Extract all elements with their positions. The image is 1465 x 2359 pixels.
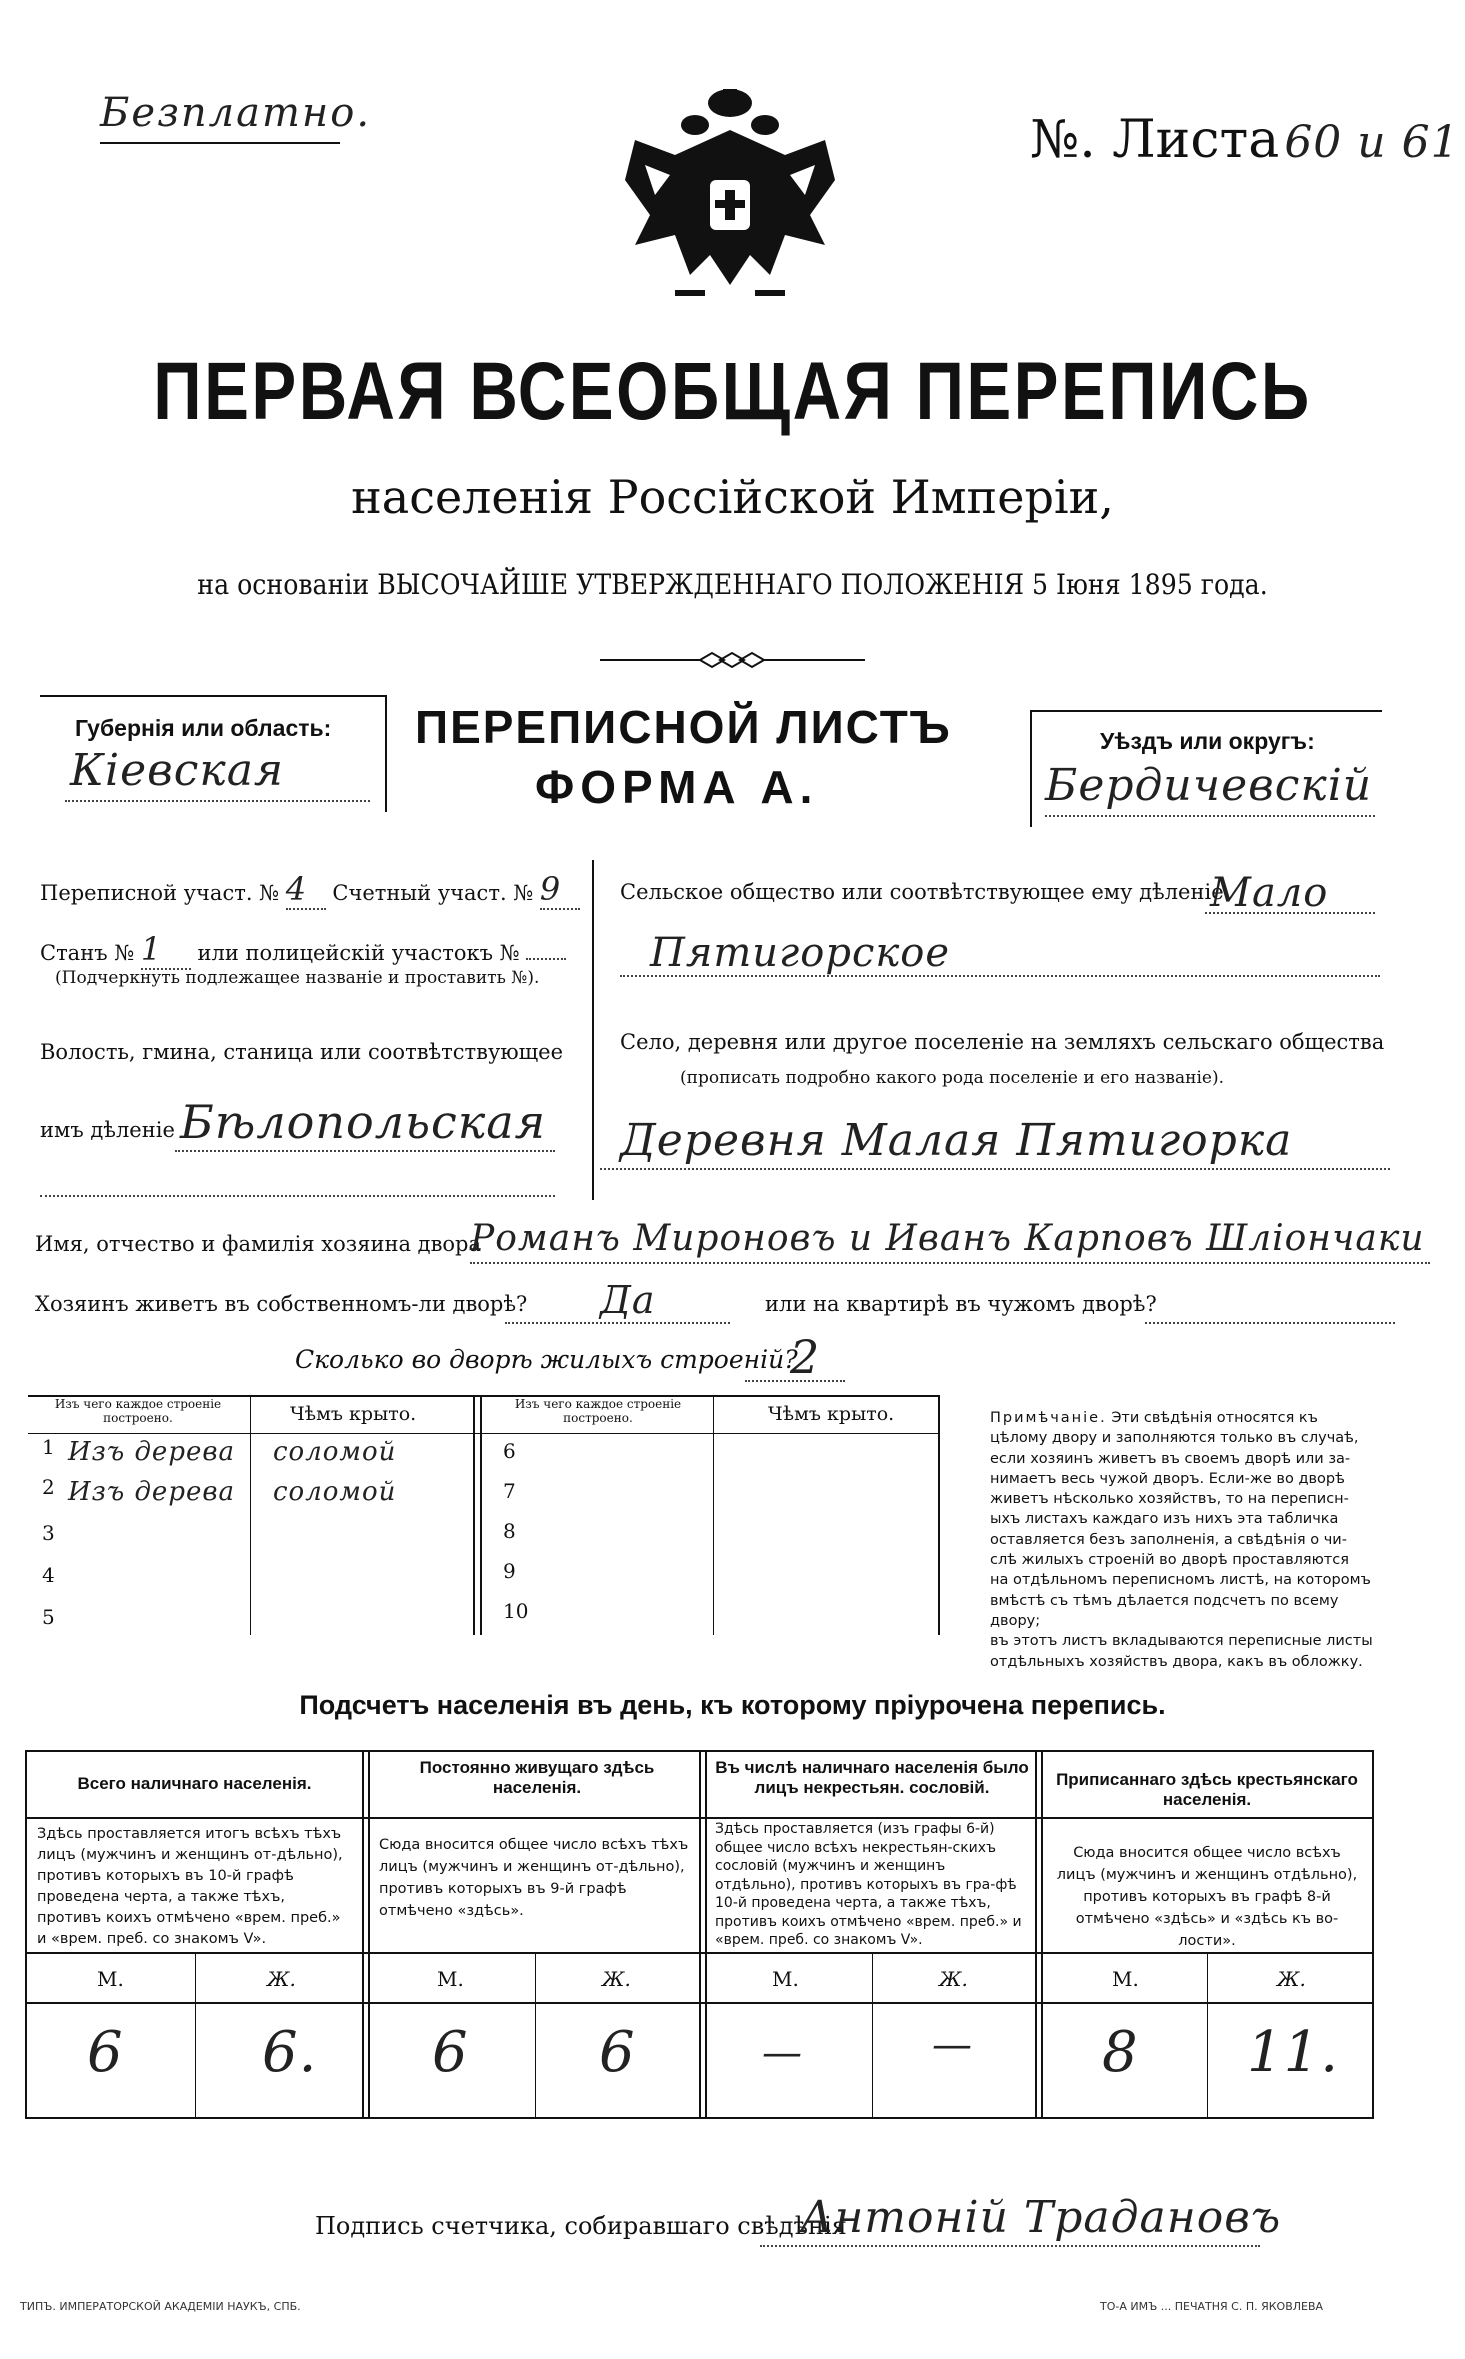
pop-col-sep-3	[1035, 1752, 1037, 2117]
pop-col-3-m-label: М.	[772, 1967, 799, 1991]
note-line: слѣ жилыхъ строеній во дворѣ проставляются	[990, 1552, 1349, 1569]
printer-left: ТИПЪ. ИМПЕРАТОРСКОЙ АКАДЕМІИ НАУКЪ, СПБ.	[20, 2300, 301, 2313]
volost-label-2: имъ дѣленіе	[40, 1118, 175, 1142]
pop-col-2-m-value: 6	[432, 2020, 469, 2085]
pop-col-1-m-value: 6	[87, 2020, 124, 2085]
row-number: 5	[42, 1605, 55, 1629]
volost-label: Волость, гмина, станица или соотвѣтствующее	[40, 1040, 564, 1064]
col-material-right: Изъ чего каждое строеніе построено.	[514, 1397, 682, 1425]
note-line: вмѣстѣ съ тѣмъ дѣлается подсчетъ по всему двору;	[990, 1592, 1339, 1629]
pop-mf-sep-4	[1207, 1952, 1208, 2117]
village-value: Деревня Малая Пятигорка	[620, 1115, 1293, 1166]
printer-right: ТО-А ИМЪ ... ПЕЧАТНЯ С. П. ЯКОВЛЕВА	[1100, 2300, 1324, 2313]
society-underline-1	[1205, 912, 1375, 914]
pop-col-1-f-value: 6.	[262, 2020, 318, 2085]
pop-col-4-f-value: 11.	[1247, 2020, 1340, 2085]
gubernia-label: Губернія или область:	[75, 715, 332, 741]
own-yard-value: Да	[600, 1278, 656, 1322]
society-value-1: Мало	[1210, 870, 1329, 916]
pop-col-3-heading: Въ числѣ наличнаго населенія было лицъ некрестьян. сословій.	[715, 1758, 1029, 1797]
note-line: ыхъ листахъ каждаго изъ нихъ эта табличка	[990, 1511, 1339, 1528]
row-number: 9	[503, 1559, 516, 1583]
note-title: Примѣчаніе.	[990, 1410, 1107, 1426]
buildings-value: 2	[790, 1330, 821, 1384]
col-material-left: Изъ чего каждое строеніе построено.	[54, 1397, 222, 1425]
pop-col-3-desc: Здѣсь проставляется (изъ графы 6-й) общее число всѣхъ некрестьян-скихъ сословій (мужчинъ и женщинъ отдѣльно), противъ которыхъ въ гра-фѣ 10-й проведена черта, а также тѣхъ, противъ коихъ отмѣчено «врем. преб.» и «врем. преб. со знакомъ V».	[715, 1821, 1022, 1948]
pop-col-2-desc: Сюда вносится общее число всѣхъ тѣхъ лицъ (мужчинъ и женщинъ от-дѣльно), противъ которыхъ въ 9-й графѣ отмѣчено «здѣсь».	[379, 1837, 689, 1919]
row-number: 7	[503, 1479, 516, 1503]
signature-underline	[760, 2245, 1260, 2247]
stan-label: Станъ №	[40, 941, 135, 965]
free-label: Безплатно.	[100, 90, 372, 136]
buildings-underline	[745, 1380, 845, 1382]
owner-label: Имя, отчество и фамилія хозяина двора	[35, 1232, 482, 1256]
row-number: 8	[503, 1519, 516, 1543]
legal-basis: на основаніи ВЫСОЧАЙШЕ УТВЕРЖДЕННАГО ПОЛОЖЕНІЯ 5 Іюня 1895 года.	[197, 568, 1268, 601]
note-line: если хозяинъ живетъ въ своемъ дворѣ или за-	[990, 1450, 1351, 1467]
volost-underline	[175, 1150, 555, 1152]
owner-underline	[470, 1262, 1430, 1264]
row-number: 10	[503, 1599, 529, 1623]
pop-col-sep-2b	[705, 1752, 707, 2117]
pop-mf-sep-2	[535, 1952, 536, 2117]
row-number: 6	[503, 1439, 516, 1463]
row-material: Изъ дерева	[68, 1477, 235, 1507]
rented-label: или на квартирѣ въ чужомъ дворѣ?	[765, 1292, 1157, 1316]
ornament-divider-icon	[600, 650, 865, 670]
village-label: Село, деревня или другое поселеніе на земляхъ сельскаго общества	[620, 1030, 1385, 1054]
buildings-note	[990, 1408, 1380, 1672]
stan-field	[40, 930, 566, 970]
own-yard-underline	[505, 1322, 730, 1324]
uezd-label: Уѣздъ или округъ:	[1100, 728, 1315, 754]
buildings-label: Сколько во дворѣ жилыхъ строеній?	[295, 1345, 798, 1374]
table-row	[28, 1475, 473, 1515]
row-material: Изъ дерева	[68, 1437, 235, 1467]
note-line: Эти свѣдѣнія относятся къ	[1111, 1410, 1318, 1426]
pop-col-3-m-value: —	[762, 2030, 803, 2076]
pop-col-2-f-value: 6	[599, 2020, 636, 2085]
row-number: 1	[42, 1435, 55, 1459]
count-district-label: Счетный участ. №	[332, 881, 534, 905]
pop-col-2-f-label: Ж.	[602, 1967, 631, 1991]
col-roof-right: Чѣмъ крыто.	[768, 1403, 895, 1425]
pop-col-sep-1	[362, 1752, 364, 2117]
note-line: на отдѣльномъ переписномъ листѣ, на которомъ	[990, 1572, 1371, 1589]
sheet-number	[1030, 110, 1460, 170]
buildings-table-header-line	[28, 1433, 940, 1434]
table-row	[28, 1555, 473, 1595]
stan-value: 1	[141, 930, 191, 970]
table-row	[28, 1515, 473, 1555]
gubernia-underline	[65, 800, 370, 802]
police-value	[526, 958, 566, 960]
census-district-value: 4	[286, 870, 326, 910]
pop-col-4-m-value: 8	[1102, 2020, 1139, 2085]
census-district-label: Переписной участ. №	[40, 881, 280, 905]
form-title: ПЕРЕПИСНОЙ ЛИСТЪ	[415, 701, 952, 753]
note-line: живетъ нѣсколько хозяйствъ, то на переписн-	[990, 1491, 1349, 1508]
underline-note: (Подчеркнуть подлежащее названіе и проставить №).	[55, 968, 540, 988]
table-row	[28, 1435, 473, 1475]
pop-col-1-m-label: М.	[97, 1967, 124, 1991]
pop-col-3-f-value: —	[932, 2022, 973, 2068]
buildings-table	[28, 1395, 940, 1635]
sheet-number-value: 60 и 61	[1284, 117, 1460, 168]
pop-col-4-desc: Сюда вносится общее число всѣхъ лицъ (мужчинъ и женщинъ отдѣльно), противъ которыхъ въ графѣ 8-й отмѣчено «здѣсь» и «здѣсь къ во-лости».	[1056, 1845, 1358, 1949]
uezd-underline	[1045, 815, 1375, 817]
society-value-2: Пятигорское	[650, 930, 951, 976]
sheet-number-label: №. Листа	[1030, 110, 1280, 170]
row-number: 2	[42, 1475, 55, 1499]
pop-col-4-m-label: М.	[1112, 1967, 1139, 1991]
population-title: Подсчетъ населенія въ день, къ которому пріурочена перепись.	[299, 1690, 1166, 1720]
police-label: или полицейскій участокъ №	[197, 941, 520, 965]
pop-col-1-f-label: Ж.	[267, 1967, 296, 1991]
note-line: въ этотъ листъ вкладываются переписные листы	[990, 1633, 1373, 1650]
note-line: отдѣльныхъ хозяйствъ двора, какъ въ обложку.	[990, 1653, 1363, 1670]
pop-col-3-f-label: Ж.	[939, 1967, 968, 1991]
owner-value: Романъ Мироновъ и Иванъ Карповъ Шліончаки	[470, 1218, 1425, 1259]
pop-col-sep-2	[699, 1752, 701, 2117]
rented-underline	[1145, 1322, 1395, 1324]
page-subtitle: населенія Россійской Имперіи,	[351, 470, 1114, 524]
row-number: 3	[42, 1521, 55, 1545]
page-title: ПЕРВАЯ ВСЕОБЩАЯ ПЕРЕПИСЬ	[153, 346, 1312, 437]
note-line: нимаетъ весь чужой дворъ. Если-же во дворѣ	[990, 1470, 1345, 1487]
pop-col-4-f-label: Ж.	[1277, 1967, 1306, 1991]
form-subtitle: ФОРМА А.	[535, 761, 819, 813]
table-row	[28, 1595, 473, 1635]
village-note: (прописать подробно какого рода поселеніе и его названіе).	[680, 1068, 1224, 1088]
col-divider-mid-1	[473, 1395, 475, 1635]
pop-mf-sep-3	[872, 1952, 873, 2117]
volost-underline-2	[40, 1195, 555, 1197]
gubernia-value: Кіевская	[70, 745, 285, 796]
pop-col-1-heading: Всего наличнаго населенія.	[77, 1774, 312, 1793]
volost-value: Бѣлопольская	[180, 1095, 547, 1149]
free-label-underline	[100, 142, 340, 144]
pop-col-4-heading: Приписаннаго здѣсь крестьянскаго населенія.	[1056, 1770, 1358, 1809]
pop-col-sep-3b	[1041, 1752, 1043, 2117]
row-roof: соломой	[273, 1477, 397, 1507]
society-label: Сельское общество или соотвѣтствующее ему дѣленіе	[620, 880, 1224, 904]
signature-label: Подпись счетчика, собиравшаго свѣдѣнія	[315, 2212, 847, 2240]
col-divider-right-2	[938, 1395, 940, 1635]
note-line: оставляется безъ заполненія, а свѣдѣнія о чи-	[990, 1531, 1347, 1548]
own-yard-label: Хозяинъ живетъ въ собственномъ-ли дворѣ?	[35, 1292, 528, 1316]
society-underline-2	[620, 975, 1380, 977]
pop-col-sep-1b	[368, 1752, 370, 2117]
row-number: 4	[42, 1563, 55, 1587]
coat-of-arms-icon	[615, 85, 845, 310]
note-line: цѣлому двору и заполняются только въ случаѣ,	[990, 1430, 1359, 1447]
village-underline	[600, 1168, 1390, 1170]
col-roof-left: Чѣмъ крыто.	[290, 1403, 417, 1425]
census-district	[40, 870, 580, 910]
row-roof: соломой	[273, 1437, 397, 1467]
pop-col-2-heading: Постоянно живущаго здѣсь населенія.	[419, 1758, 655, 1797]
col-divider-right-1	[713, 1395, 714, 1635]
population-table	[25, 1750, 1374, 2119]
uezd-value: Бердичевскій	[1045, 760, 1373, 811]
pop-col-2-m-label: М.	[437, 1967, 464, 1991]
count-district-value: 9	[540, 870, 580, 910]
col-divider-mid-2	[480, 1395, 482, 1635]
signature-value: Антоній Традановъ	[800, 2192, 1282, 2243]
pop-col-1-desc: Здѣсь проставляется итогъ всѣхъ тѣхъ лицъ (мужчинъ и женщинъ от-дѣльно), противъ которыхъ въ 10-й графѣ проведена черта, а также тѣхъ, противъ коихъ отмѣчено «врем. преб.» и «врем. преб. со знакомъ V».	[37, 1826, 343, 1947]
fields-divider	[592, 860, 594, 1200]
pop-mf-sep-1	[195, 1952, 196, 2117]
